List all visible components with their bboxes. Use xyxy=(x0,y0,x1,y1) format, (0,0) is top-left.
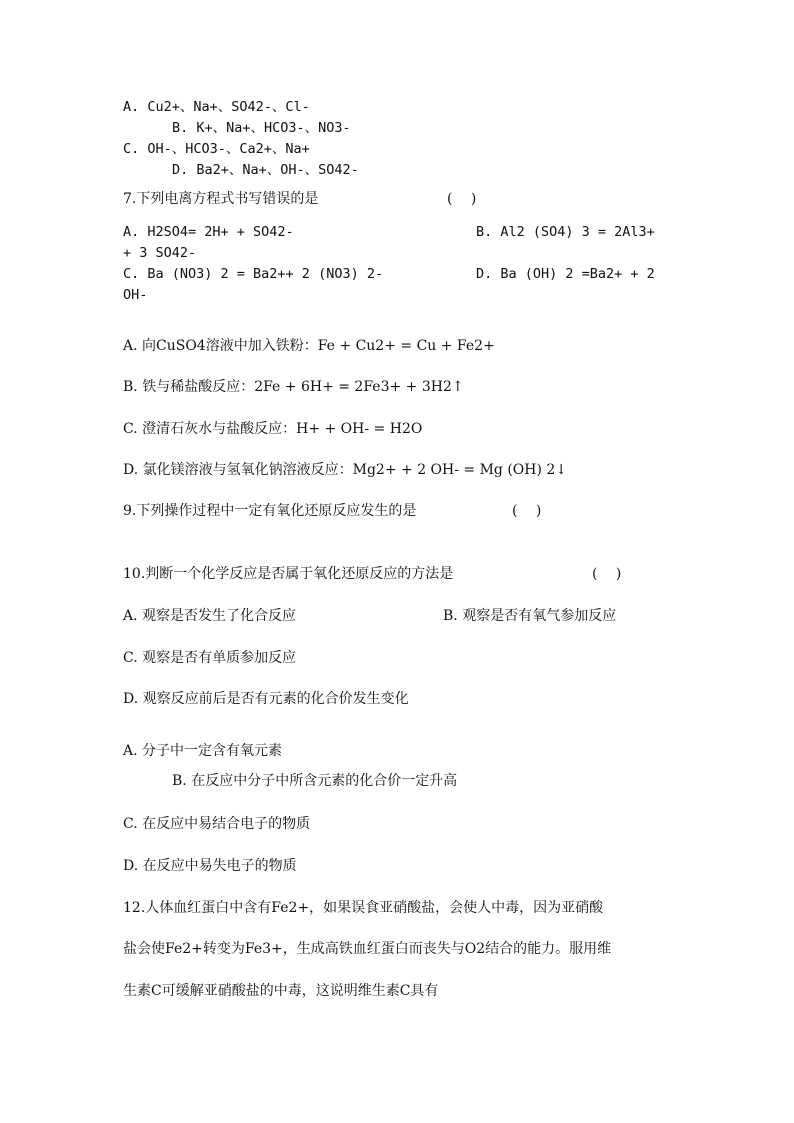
q7-option-b: B. Al2 (SO4) 3 = 2Al3+ xyxy=(476,224,655,240)
q9-stem: 9.下列操作过程中一定有氧化还原反应发生的是 xyxy=(123,503,417,519)
q7-answer-paren: ( ) xyxy=(447,191,477,207)
q7-option-b-cont: + 3 SO42- xyxy=(123,245,197,261)
q11-option-d: D. 在反应中易失电子的物质 xyxy=(123,858,297,874)
q11-option-b: B. 在反应中分子中所含元素的化合价一定升高 xyxy=(172,773,458,789)
q10-option-a: A. 观察是否发生了化合反应 xyxy=(123,608,297,624)
q8-option-b: B. 铁与稀盐酸反应：2Fe + 6H+ = 2Fe3+ + 3H2↑ xyxy=(123,379,464,395)
q7-option-d: D. Ba (OH) 2 =Ba2+ + 2 xyxy=(476,266,655,282)
q9-answer-paren: ( ) xyxy=(512,503,542,519)
q12-stem-line-3: 生素C可缓解亚硝酸盐的中毒，这说明维生素C具有 xyxy=(123,983,439,999)
q8-option-a: A. 向CuSO4溶液中加入铁粉：Fe + Cu2+ = Cu + Fe2+ xyxy=(123,338,495,354)
q7-option-d-cont: OH- xyxy=(123,287,148,303)
q8-option-d: D. 氯化镁溶液与氢氧化钠溶液反应：Mg2+ + 2 OH- = Mg (OH) 2↓ xyxy=(123,462,568,478)
q6-option-d: D. Ba2+、Na+、OH-、SO42- xyxy=(172,162,359,178)
q11-option-c: C. 在反应中易结合电子的物质 xyxy=(123,816,311,832)
q10-option-b: B. 观察是否有氧气参加反应 xyxy=(443,608,617,624)
q10-answer-paren: ( ) xyxy=(592,566,622,582)
q10-stem: 10.判断一个化学反应是否属于氧化还原反应的方法是 xyxy=(123,566,454,582)
q10-option-d: D. 观察反应前后是否有元素的化合价发生变化 xyxy=(123,691,409,707)
q11-option-a: A. 分子中一定含有氧元素 xyxy=(123,743,283,759)
q8-option-c: C. 澄清石灰水与盐酸反应：H+ + OH- = H2O xyxy=(123,421,423,437)
q7-option-c: C. Ba (NO3) 2 = Ba2++ 2 (NO3) 2- xyxy=(123,266,384,282)
q12-stem-line-2: 盐会使Fe2+转变为Fe3+，生成高铁血红蛋白而丧失与O2结合的能力。服用维 xyxy=(123,941,612,957)
q6-option-a: A. Cu2+、Na+、SO42-、Cl- xyxy=(123,99,310,115)
q7-stem: 7.下列电离方程式书写错误的是 xyxy=(123,191,319,207)
q12-stem-line-1: 12.人体血红蛋白中含有Fe2+，如果误食亚硝酸盐，会使人中毒，因为亚硝酸 xyxy=(123,900,604,916)
q10-option-c: C. 观察是否有单质参加反应 xyxy=(123,650,297,666)
q6-option-b: B. K+、Na+、HCO3-、NO3- xyxy=(172,120,351,136)
q6-option-c: C. OH-、HCO3-、Ca2+、Na+ xyxy=(123,141,310,157)
q7-option-a: A. H2SO4= 2H+ + SO42- xyxy=(123,224,294,240)
